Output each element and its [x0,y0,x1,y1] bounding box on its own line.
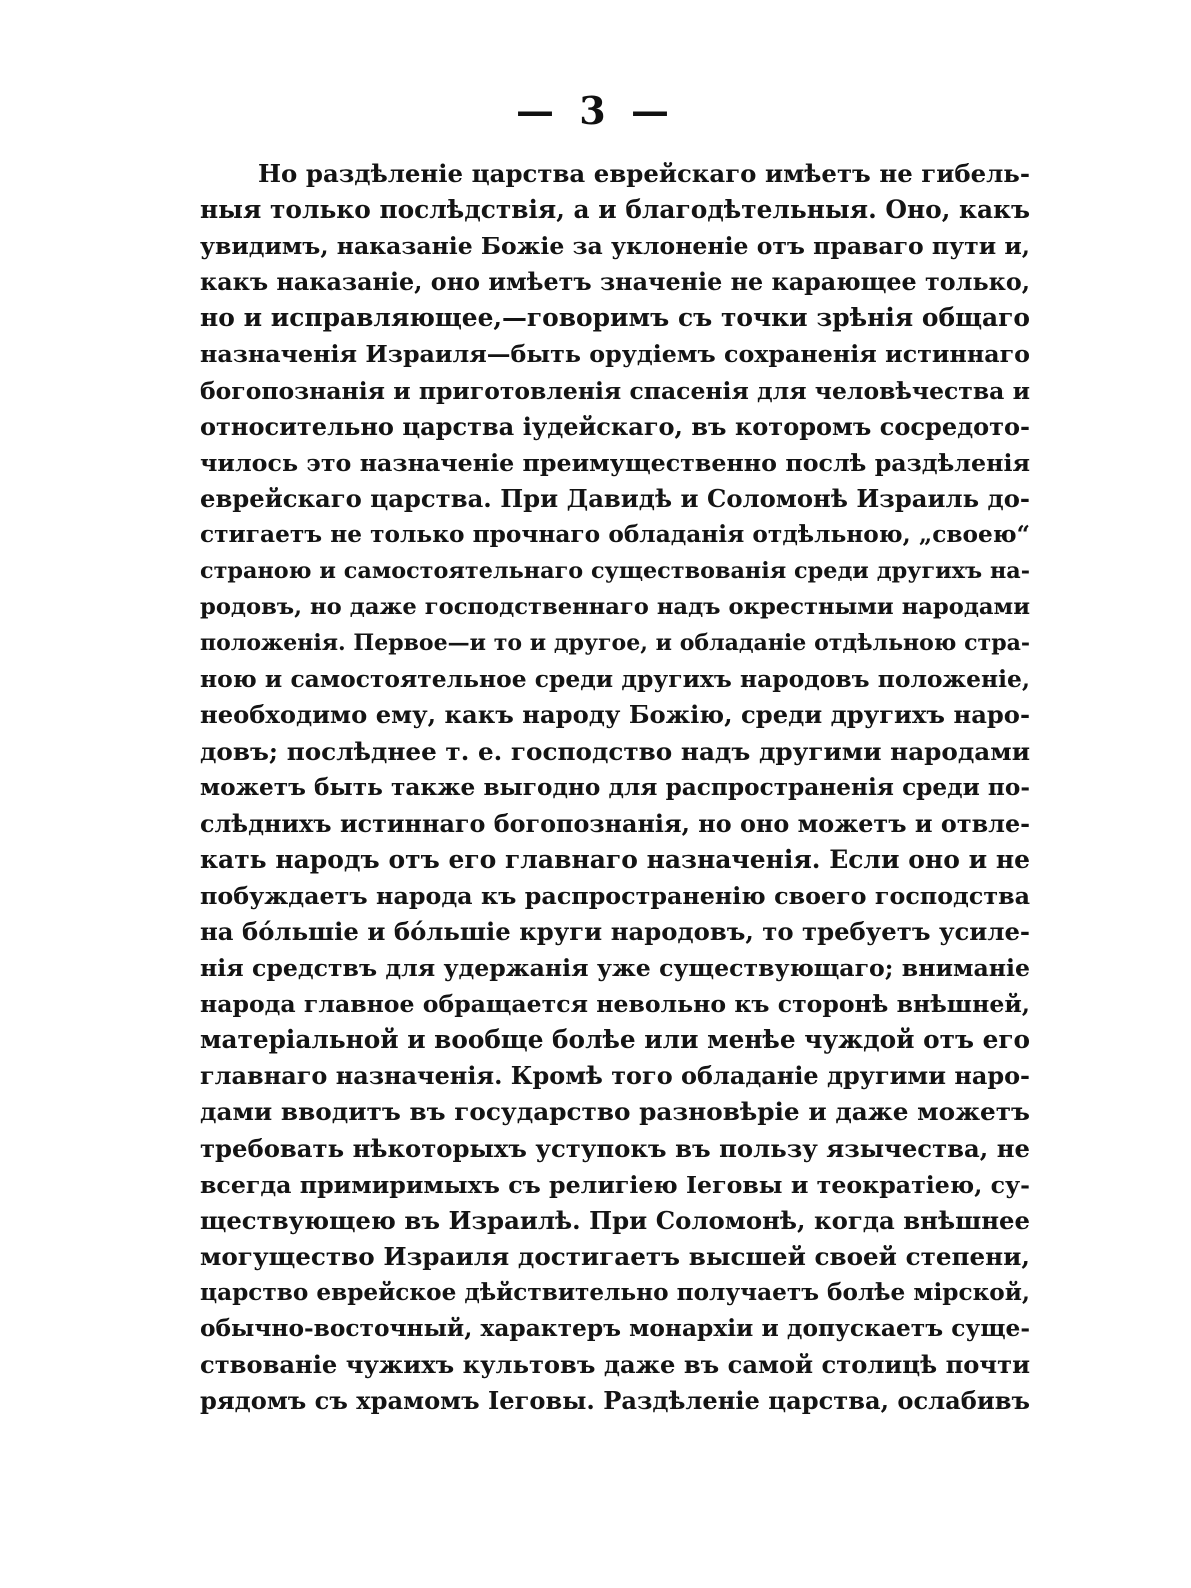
text-line: довъ; послѣднее т. е. господство надъ другими народами [200,736,1030,766]
text-line: можетъ быть также выгодно для распространенія среди по- [200,773,1030,801]
text-line: какъ наказаніе, оно имѣетъ значеніе не карающее только, [200,268,1030,297]
page-number: — 3 — [516,88,675,133]
text-line: увидимъ, наказаніе Божіе за уклоненіе отъ праваго пути и, [200,232,1030,261]
body-text [200,156,1030,1419]
text-line: главнаго назначенія. Кромѣ того обладаніе другими наро- [200,1062,1030,1091]
text-line: но и исправляющее,—говоримъ съ точки зрѣнія общаго [200,303,1030,333]
text-line: назначенія Израиля—быть орудіемъ сохраненія истиннаго [200,340,1030,369]
text-line: могущество Израиля достигаетъ высшей своей степени, [200,1241,1030,1271]
text-line: стигаетъ не только прочнаго обладанія отдѣльною, „своею“ [200,520,1030,548]
text-line: требовать нѣкоторыхъ уступокъ въ пользу язычества, не [200,1133,1030,1163]
text-line: положенія. Первое—и то и другое, и обладаніе отдѣльною стра- [200,630,1030,657]
text-line: еврейскаго царства. При Давидѣ и Соломонѣ Израиль до- [200,483,1030,513]
text-line: богопознанія и приготовленія спасенія для человѣчества и [200,376,1030,405]
text-line: ныя только послѣдствія, а и благодѣтельныя. Оно, какъ [200,195,1030,225]
text-line: ною и самостоятельное среди другихъ народовъ положеніе, [200,665,1030,694]
text-line: обычно-восточный, характеръ монархіи и допускаетъ суще- [200,1315,1030,1342]
text-line: кать народъ отъ его главнаго назначенія. Если оно и не [200,844,1030,874]
text-line: относительно царства іудейскаго, въ которомъ сосредото- [200,411,1030,441]
text-line: чилось это назначеніе преимущественно послѣ раздѣленія [200,448,1030,477]
text-line: необходимо ему, какъ народу Божію, среди другихъ наро- [200,700,1030,730]
text-line: на бóльшіе и бóльшіе круги народовъ, то требуетъ усиле- [200,916,1030,946]
text-line: страною и самостоятельнаго существованія среди другихъ на- [200,558,1030,585]
text-line: Но раздѣленіе царства еврейскаго имѣетъ не гибель- [258,159,1030,188]
text-line: рядомъ съ храмомъ Іеговы. Раздѣленіе царства, ослабивъ [200,1386,1030,1416]
text-line: матеріальной и вообще болѣе или менѣе чуждой отъ его [200,1025,1030,1055]
text-line: народа главное обращается невольно къ сторонѣ внѣшней, [200,990,1030,1019]
text-line: родовъ, но даже господственнаго надъ окрестными народами [200,594,1030,621]
text-line: нія средствъ для удержанія уже существующаго; вниманіе [200,954,1030,983]
text-line: царство еврейское дѣйствительно получаетъ болѣе мірской, [200,1278,1030,1306]
text-line: ствованіе чужихъ культовъ даже въ самой столицѣ почти [200,1350,1030,1380]
text-line: всегда примиримыхъ съ религіею Іеговы и теократіею, су- [200,1170,1030,1199]
text-line: ществующею въ Израилѣ. При Соломонѣ, когда внѣшнее [200,1205,1030,1235]
text-line: дами вводитъ въ государство разновѣріе и даже можетъ [200,1097,1030,1127]
text-line: слѣднихъ истиннаго богопознанія, но оно можетъ и отвле- [200,809,1030,838]
text-line: побуждаетъ народа къ распространенію своего господства [200,881,1030,910]
